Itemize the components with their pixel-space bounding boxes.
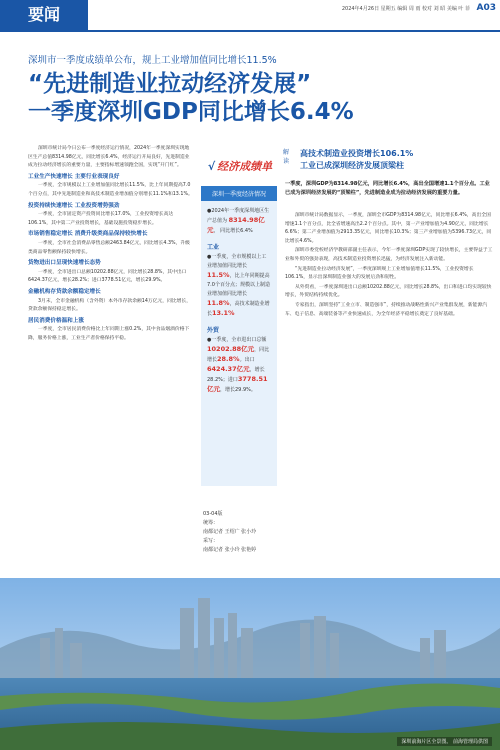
gdp-text: ●2024年一季度深圳地区生产总值为 bbox=[207, 208, 270, 224]
trade-text-4: ，增长28.2%；进口 bbox=[207, 367, 265, 383]
trade-value: 10202.88亿元 bbox=[207, 345, 255, 353]
analysis-paragraph-4: 从外贸看，一季度深圳进出口总额10202.88亿元，同比增长28.8%，出口和进口均实现较快增长，外贸结构持续优化。 bbox=[285, 284, 492, 299]
gdp-growth: 同比增长6.4% bbox=[220, 228, 253, 234]
industry-label: 工业 bbox=[207, 244, 220, 251]
analysis-headline bbox=[300, 148, 496, 172]
industry-text: ●一季度，全市规模以上工业增加值同比增长 bbox=[207, 254, 267, 269]
paragraph-trade: 一季度，全市进出口总额10202.88亿元，同比增长28.8%，其中出口6424.37亿元，增长28.2%；进口3778.51亿元，增长29.9%。 bbox=[28, 269, 187, 284]
article-headline bbox=[28, 70, 498, 126]
headline-line-2: 一季度深圳GDP同比增长6.4% bbox=[28, 99, 354, 125]
paragraph-finance: 3月末，全市金融机构（含外资）本外币存款余额14万亿元，同比增长，贷款余额保持稳定增长。 bbox=[28, 298, 192, 313]
analysis-paragraph-5: 专家指出，深圳坚持“工业立市、制造强市”，持续推动战略性新兴产业集群发展，新能源汽车、电子信息、高端装备等产业快速成长，为全年经济平稳增长奠定了良好基础。 bbox=[285, 302, 488, 317]
photo-caption: 深圳前海片区全景图。 前海管理局供图 bbox=[397, 737, 492, 746]
checkmark-icon: √ bbox=[207, 159, 216, 173]
city-skyline-photo bbox=[0, 578, 500, 750]
credits bbox=[203, 510, 279, 555]
subheading-industry: 工业生产快速增长 主要行业表现良好 bbox=[28, 173, 120, 180]
credits-coordination: 南都记者 王绍广 张小玲 bbox=[203, 529, 257, 535]
credits-writing-label: 采写： bbox=[203, 538, 219, 544]
analysis-tag: 解读 bbox=[283, 149, 290, 165]
intro-paragraph: 深圳市统计局今日公布一季度经济运行情况，2024年一季度深圳实现地区生产总值8314.98亿元，同比增长6.4%，经济运行开局良好，先进制造业成为拉动经济增长的重要力量，主要指标增速领跑全国，实现“开门红”。 bbox=[28, 146, 190, 169]
paragraph-investment: 一季度，全市固定资产投资同比增长17.0%，工业投资增长高达106.1%，其中第二产业投资增长，基础设施投资稳步增长。 bbox=[28, 212, 174, 226]
trade-value-3: 6424.37亿元 bbox=[207, 365, 250, 373]
body-column-left bbox=[28, 145, 194, 615]
industry-value-3: 13.1% bbox=[212, 309, 235, 317]
sidebar-title: 深圳一季度经济情况 bbox=[201, 186, 277, 201]
trade-text-3: 。出口 bbox=[239, 357, 255, 363]
body-column-right bbox=[285, 212, 493, 572]
logo-text: 经济成绩单 bbox=[217, 160, 273, 173]
trade-text: ●一季度，全市进出口总额 bbox=[207, 337, 267, 343]
page-number: A03 bbox=[476, 3, 496, 13]
trade-label: 外贸 bbox=[207, 327, 220, 334]
trade-value-2: 28.8% bbox=[217, 355, 240, 363]
stats-sidebar bbox=[201, 186, 277, 486]
analysis-paragraph-1: 深圳市统计局数据显示，一季度，深圳全市GDP为8314.98亿元，同比增长6.4%，高出全国增速1.1个百分点，比全省增速高出2.2个百分点。其中，第一产业增加值为4.90亿元，同比增长6.6%；第二产业增加值为2913.35亿元，同比增长10.3%；第三产业增加值为5396.73亿元，同比增长4.6%。 bbox=[285, 213, 492, 244]
industry-text-2: ，比上年同期提高7.0个百分点；规模以上制造业增加值同比增长 bbox=[207, 273, 270, 297]
paragraph-industry: 一季度，全市规模以上工业增加值同比增长11.5%，比上年同期提高7.0个百分点，其中先进制造业和高技术制造业增加值分别增长11.1%和13.1%。 bbox=[28, 183, 193, 197]
industry-text-3: ，高技术制造业增长 bbox=[207, 301, 270, 317]
trade-value-4: 3778.51亿元 bbox=[207, 375, 268, 393]
trade-text-2: ，同比增长 bbox=[207, 347, 270, 363]
industry-value: 11.5% bbox=[207, 271, 230, 279]
analysis-paragraph-2: 深圳市委党校经济学教研部副主任表示，今年一季度深圳GDP实现了较快增长，主要得益于工业和外贸的强劲表现，高技术制造业投资增长迅猛，为经济发展注入新动能。 bbox=[285, 248, 493, 262]
page-header bbox=[0, 0, 500, 32]
subheading-retail: 市场销售稳定增长 消费升级类商品保持较快增长 bbox=[28, 231, 148, 238]
paragraph-retail: 一季度，全市社会消费品零售总额2463.84亿元，同比增长4.3%，升级类商品零售额保持较快增长。 bbox=[28, 240, 190, 255]
paragraph-prices: 一季度，全市居民消费价格比上年同期上涨0.2%，其中食品烟酒价格下降，服务价格上涨，工业生产者价格保持平稳。 bbox=[28, 327, 190, 341]
industry-value-2: 11.8% bbox=[207, 299, 230, 307]
credits-writers: 南都记者 张小玲 张艳婷 bbox=[203, 547, 257, 553]
analysis-headline-2: 工业已成深圳经济发展顶梁柱 bbox=[300, 161, 404, 170]
headline-line-1: “先进制造业拉动经济发展” bbox=[28, 71, 312, 97]
credits-pages: 03-04版 bbox=[203, 511, 223, 517]
analysis-paragraph-3: “先进制造业拉动经济发展”，一季度深圳规上工业增加值增长11.5%，工业投资增长106.1%，显示出深圳制造业强大的发展后劲和韧性。 bbox=[285, 266, 474, 281]
edition-meta: 2024年4月26日 星期五 编辑 周 雨 校对 刘 昭 美编 叶 菲 bbox=[341, 6, 470, 12]
economic-report-logo bbox=[201, 150, 279, 182]
skyline-illustration bbox=[0, 578, 500, 750]
subheading-finance: 金融机构存贷款余额稳定增长 bbox=[28, 288, 101, 295]
analysis-headline-1: 高技术制造业投资增长106.1% bbox=[300, 149, 414, 158]
section-title: 要闻 bbox=[0, 0, 88, 30]
gdp-value: 8314.98亿元 bbox=[207, 216, 265, 234]
gdp-block: ●2024年一季度深圳地区生产总值为 8314.98亿元， 同比增长6.4% bbox=[207, 208, 270, 234]
trade-block bbox=[207, 336, 271, 395]
industry-block bbox=[207, 253, 271, 319]
analysis-lead: 一季度，深圳GDP为8314.98亿元，同比增长6.4%，高出全国增速1.1个百分点。工业已成为深圳经济发展的“顶梁柱”，先进制造业成为拉动经济发展的重要力量。 bbox=[285, 181, 490, 196]
article-kicker: 深圳市一季度成绩单公布，规上工业增加值同比增长11.5% bbox=[28, 55, 277, 66]
credits-coordination-label: 统筹： bbox=[203, 520, 219, 526]
trade-text-5: ，增长29.9%。 bbox=[220, 387, 256, 393]
subheading-trade: 货物进出口呈现快速增长态势 bbox=[28, 260, 101, 267]
subheading-investment: 投资持续快速增长 工业投资增势强劲 bbox=[28, 202, 120, 209]
subheading-prices: 居民消费价格温和上涨 bbox=[28, 317, 84, 324]
